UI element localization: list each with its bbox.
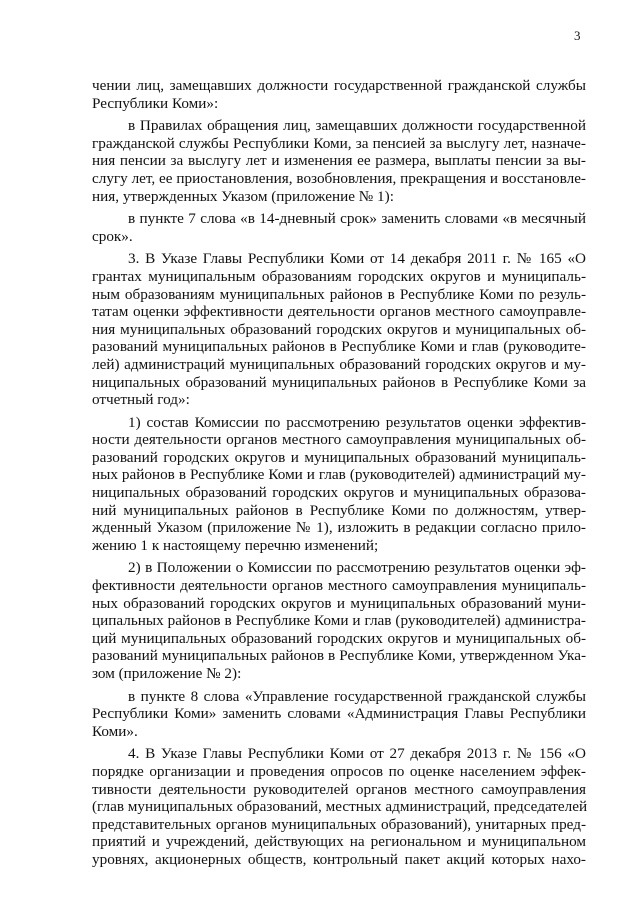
- text-line: ниципальных образований городских округов и муниципальных образова-: [92, 484, 586, 502]
- text-line: гражданской службы Республики Коми, за пенсией за выслугу лет, назначе-: [92, 134, 586, 152]
- text-line: ности деятельности органов местного самоуправления муниципальных об-: [92, 431, 586, 449]
- document-body: [92, 77, 586, 874]
- text-line: ния пенсии за выслугу лет и изменения ее размера, выплаты пенсии за вы-: [92, 152, 586, 170]
- text-line: ных образований городских округов и муниципальных образований муни-: [92, 594, 586, 612]
- text-line: приятий и учреждений, действующих на региональном и муниципальном: [92, 833, 586, 851]
- text-line: срок».: [92, 227, 133, 245]
- text-line: Республики Коми»:: [92, 94, 219, 112]
- text-line: порядке организации и проведения опросов по оценке населением эффек-: [92, 762, 586, 780]
- text-line: ным образованиям муниципальных районов в Республике Коми по резуль-: [92, 285, 586, 303]
- page-number: 3: [574, 28, 581, 43]
- text-line: татам оценки эффективности деятельности органов местного самоуправле-: [92, 303, 586, 321]
- text-line: отчетный год»:: [92, 391, 190, 409]
- text-line: в пункте 7 слова «в 14-дневный срок» заменить словами «в месячный: [128, 210, 586, 228]
- text-line: разований муниципальных районов в Республике Коми, утвержденном Ука-: [92, 647, 586, 665]
- text-line: жению 1 к настоящему перечню изменений;: [92, 536, 379, 554]
- text-line: ных районов в Республике Коми и глав (руководителей) администраций му-: [92, 466, 586, 484]
- text-line: 1) состав Комиссии по рассмотрению результатов оценки эффектив-: [128, 413, 586, 431]
- text-line: ния, утвержденных Указом (приложение № 1):: [92, 187, 394, 205]
- text-line: представительных органов муниципальных образований), унитарных пред-: [92, 815, 586, 833]
- text-line: тивности деятельности руководителей органов местного самоуправления: [92, 780, 586, 798]
- text-line: разований муниципальных районов в Республике Коми и глав (руководите-: [92, 338, 586, 356]
- text-line: уровнях, акционерных обществ, контрольный пакет акций которых нахо-: [92, 850, 586, 868]
- text-line: в пункте 8 слова «Управление государственной гражданской службы: [128, 687, 586, 705]
- text-line: ния муниципальных образований городских округов и муниципальных об-: [92, 320, 586, 338]
- text-line: зом (приложение № 2):: [92, 665, 242, 682]
- text-line: чении лиц, замещавших должности государственной гражданской службы: [92, 77, 586, 94]
- text-line: (глав муниципальных образований, местных администраций, председателей: [92, 798, 588, 816]
- paragraph-sub-2: [92, 559, 586, 682]
- paragraph-rules: [92, 117, 586, 205]
- text-line: Республики Коми» заменить словами «Администрация Главы Республики: [92, 705, 586, 723]
- paragraph-section-4: [92, 745, 586, 868]
- text-line: 4. В Указе Главы Республики Коми от 27 декабря 2013 г. № 156 «О: [128, 745, 586, 763]
- paragraph-item-7: [92, 210, 586, 245]
- paragraph-section-3: [92, 250, 586, 408]
- text-line: жденный Указом (приложение № 1), изложить в редакции согласно прило-: [92, 519, 586, 537]
- text-line: 2) в Положении о Комиссии по рассмотрению результатов оценки эф-: [128, 559, 586, 577]
- text-line: фективности деятельности органов местного самоуправления муниципаль-: [92, 577, 586, 595]
- text-line: ниципальных образований муниципальных районов в Республике Коми за: [92, 373, 586, 391]
- paragraph-continuation: [92, 77, 586, 112]
- text-line: слугу лет, ее приостановления, возобновления, прекращения и восстановле-: [92, 169, 586, 187]
- paragraph-item-8: [92, 688, 586, 741]
- text-line: в Правилах обращения лиц, замещавших должности государственной: [128, 117, 586, 135]
- text-line: ципальных районов в Республике Коми и глав (руководителей) администра-: [92, 612, 586, 630]
- text-line: разований городских округов и муниципальных образований муниципаль-: [92, 448, 586, 466]
- text-line: ций муниципальных образований городских округов и муниципальных об-: [92, 629, 586, 647]
- text-line: лей) администраций муниципальных образований городских округов и му-: [92, 355, 586, 373]
- text-line: 3. В Указе Главы Республики Коми от 14 декабря 2011 г. № 165 «О: [128, 250, 586, 268]
- text-line: ний муниципальных районов в Республике Коми по должностям, утвер-: [92, 501, 586, 519]
- paragraph-sub-1: [92, 414, 586, 555]
- text-line: грантах муниципальным образованиям городских округов и муниципаль-: [92, 267, 586, 285]
- text-line: Коми».: [92, 722, 138, 740]
